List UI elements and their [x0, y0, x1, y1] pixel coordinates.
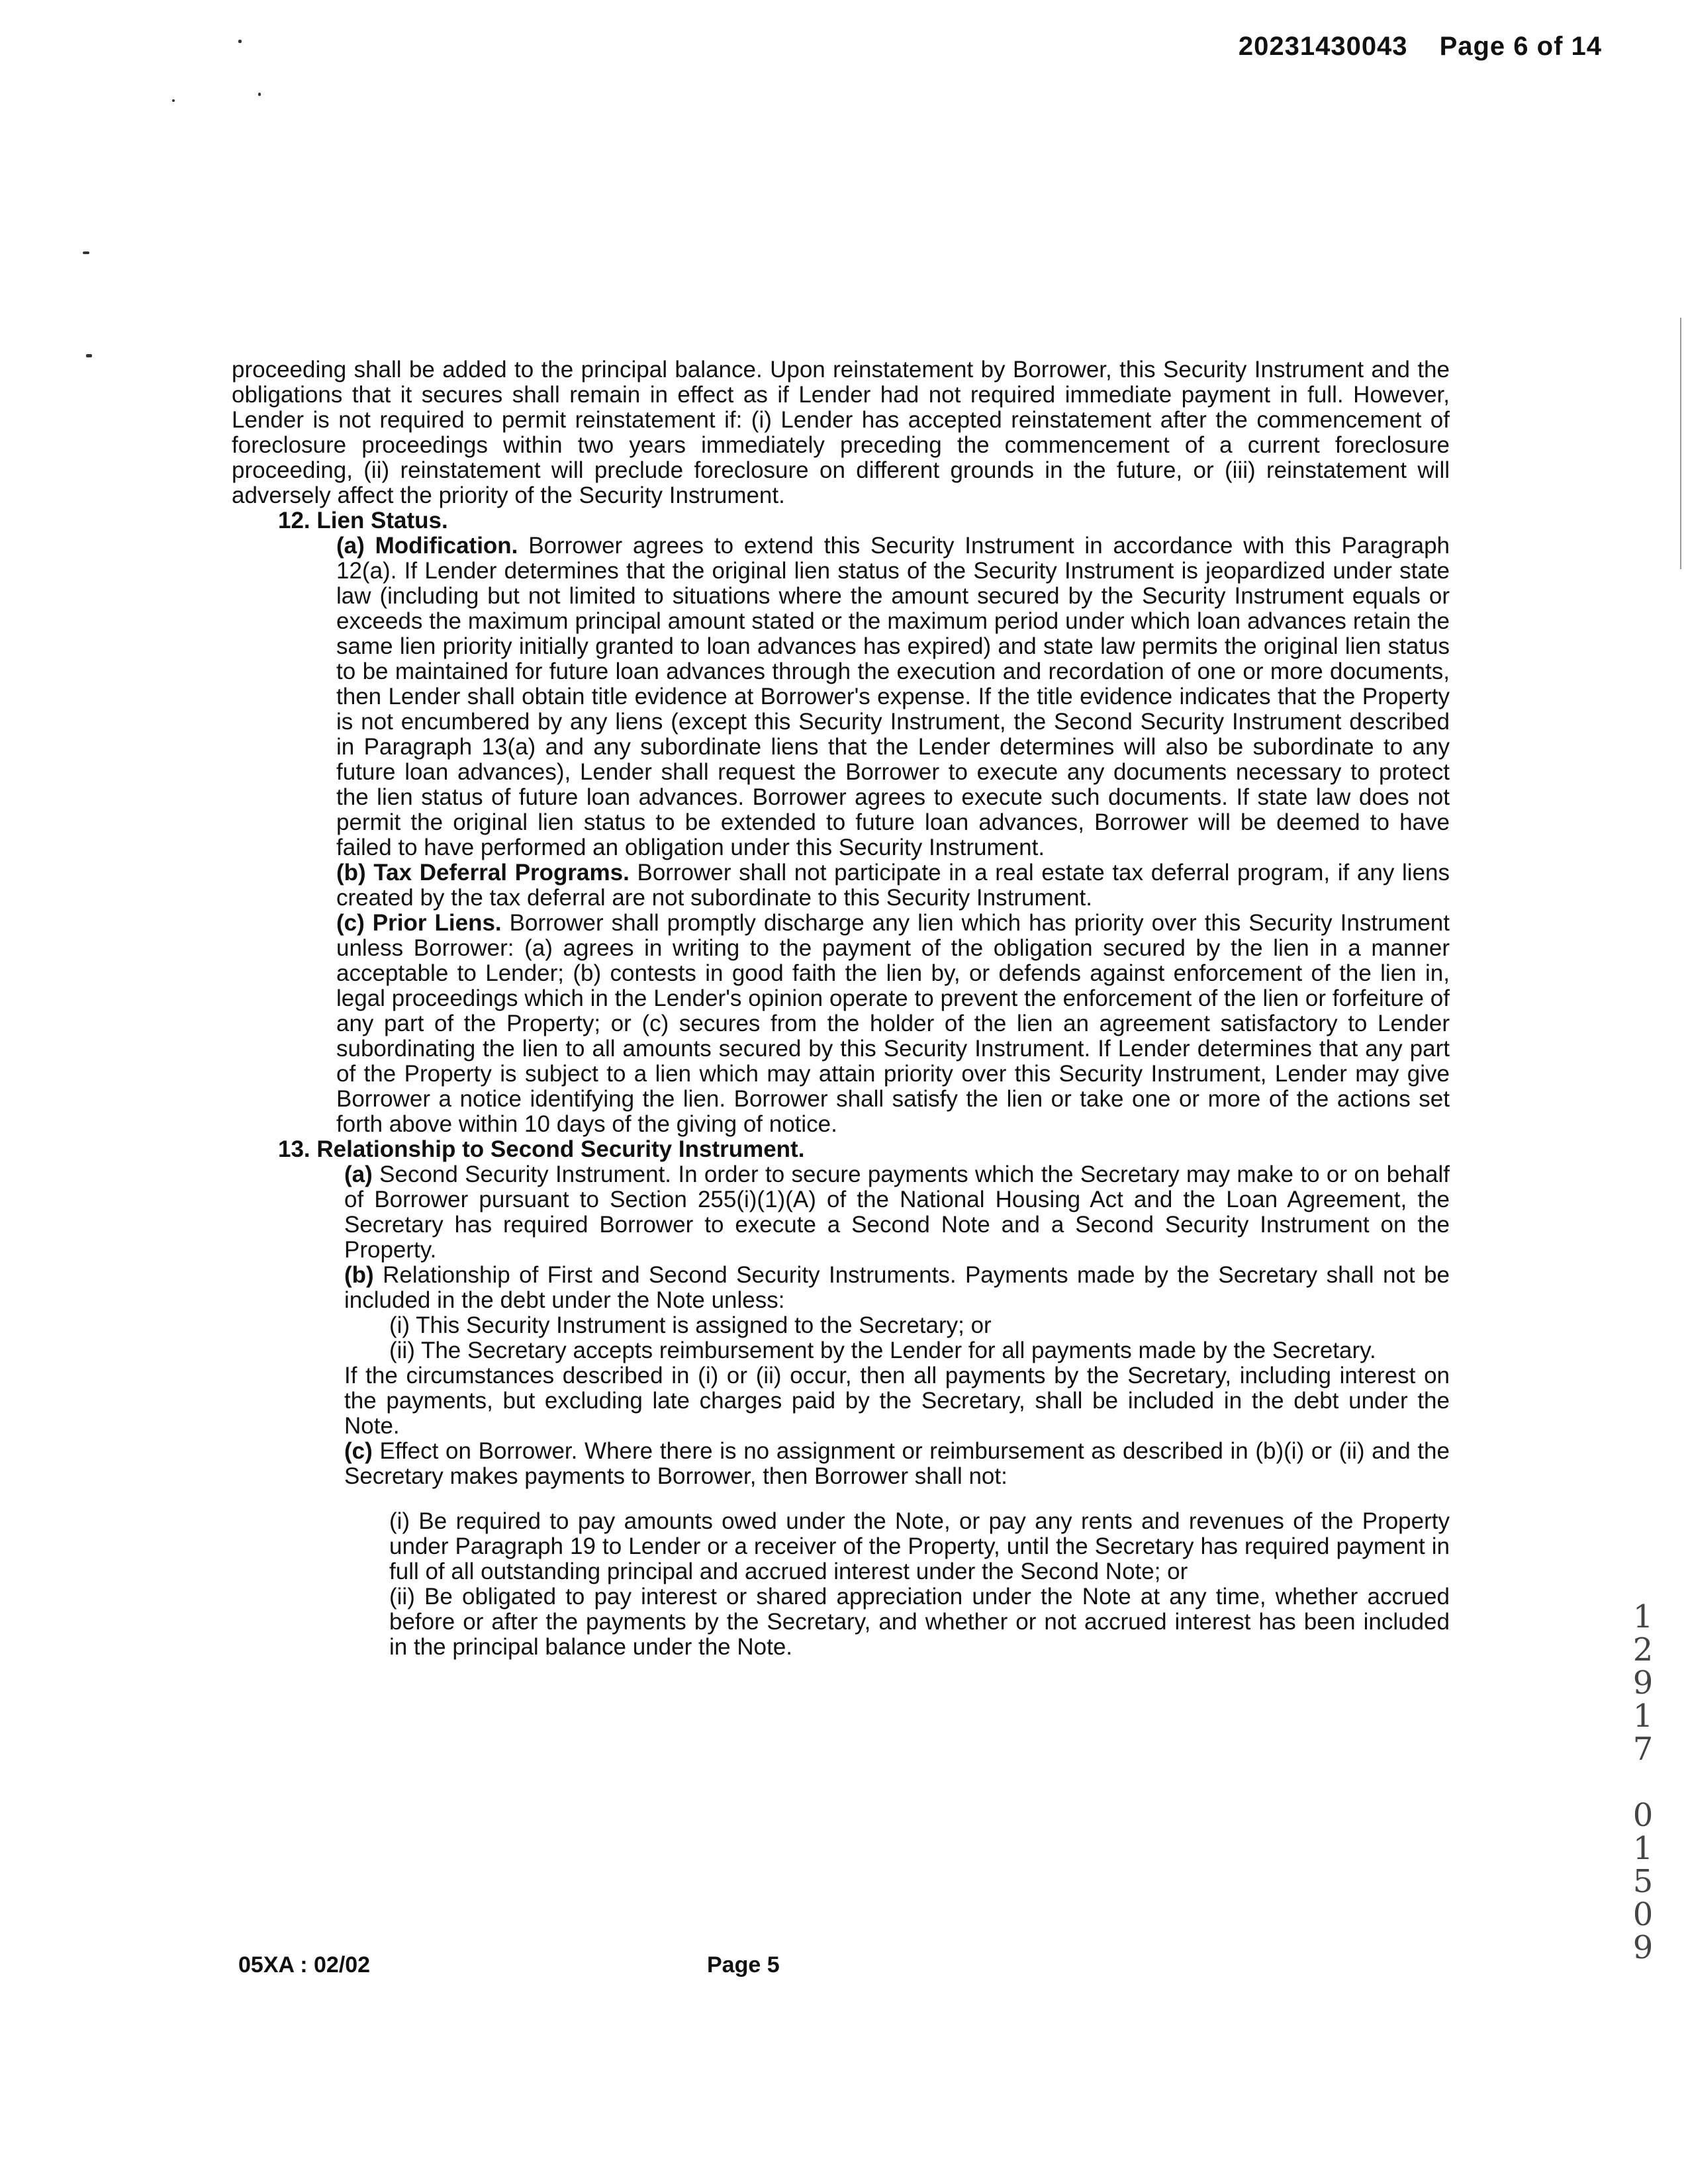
section-13c [344, 1439, 1450, 1489]
page-header [1207, 32, 1602, 62]
section-13b-text: Relationship of First and Second Security Instruments. Payments made by the Secretary shall not be included in the debt under the Note unless: [344, 1262, 1450, 1313]
section-12b-title: (b) Tax Deferral Programs. [336, 860, 630, 886]
section-12c-text: Borrower shall promptly discharge any lien which has priority over this Security Instrument unless Borrower: (a) agrees in writing to the payment of the obligation secured by the lien in a manner acceptable to Lender; (b) contests in good faith the lien by, or defends against enforcement of the lien in, legal proceedings which in the Lender's opinion operate to prevent the enforcement of the lien or forfeiture of any part of the Property; or (c) secures from the holder of the lien an agreement satisfactory to Lender subordinating the lien to all amounts secured by this Security Instrument. If Lender determines that any part of the Property is subject to a lien which may attain priority over this Security Instrument, Lender may give Borrower a notice identifying the lien. Borrower shall satisfy the lien or take one or more of the actions set forth above within 10 days of the giving of notice. [336, 910, 1450, 1137]
scan-edge-line [1680, 318, 1681, 569]
footer-page-number: Page 5 [707, 1952, 780, 1978]
scan-speck [83, 251, 89, 254]
scan-speck [86, 354, 92, 357]
section-13-heading: 13. Relationship to Second Security Instrument. [278, 1136, 805, 1162]
side-digit: 7 [1632, 1731, 1654, 1768]
section-12a-title: (a) Modification. [336, 533, 518, 559]
section-13a-title: (a) [344, 1161, 373, 1187]
side-digit: 1 [1632, 1830, 1654, 1867]
section-13c-subitems [389, 1509, 1450, 1660]
section-13a [344, 1162, 1450, 1263]
section-12c-title: (c) Prior Liens. [336, 910, 502, 936]
scan-speck [238, 40, 242, 43]
side-digit: 0 [1632, 1896, 1654, 1933]
spacer [232, 1489, 1450, 1509]
section-13b-i: (i) This Security Instrument is assigned to the Secretary; or [389, 1312, 992, 1338]
section-12c [336, 911, 1450, 1137]
section-12-items [336, 533, 1450, 1137]
section-12a [336, 533, 1450, 860]
section-13b-subitems [389, 1313, 1450, 1363]
side-digit-gap [1630, 1766, 1656, 1799]
intro-paragraph: proceeding shall be added to the principal balance. Upon reinstatement by Borrower, this Security Instrument and the obligations that it secures shall remain in effect as if Lender had not required immediate payment in full. However, Lender is not required to permit reinstatement if: (i) Lender has accepted reinstatement after the commencement of foreclosure proceedings within two years immediately preceding the commencement of a current foreclosure proceeding, (ii) reinstatement will preclude foreclosure on different grounds in the future, or (iii) reinstatement will adversely affect the priority of the Security Instrument. [232, 357, 1450, 508]
section-13c-text: Effect on Borrower. Where there is no assignment or reimbursement as described in (b)(i) or (ii) and the Secretary makes payments to Borrower, then Borrower shall not: [344, 1438, 1450, 1489]
section-12-heading: 12. Lien Status. [278, 508, 448, 533]
section-13c-title: (c) [344, 1438, 373, 1464]
scan-speck [258, 93, 261, 96]
document-number: 20231430043 [1238, 32, 1408, 61]
side-digit: 9 [1632, 1929, 1654, 1966]
section-13c-i: (i) Be required to pay amounts owed under the Note, or pay any rents and revenues of the Property under Paragraph 19 to Lender or a receiver of the Property, until the Secretary has required payment in full of all outstanding principal and accrued interest under the Second Note; or [389, 1508, 1450, 1584]
section-13a-text: Second Security Instrument. In order to secure payments which the Secretary may make to or on behalf of Borrower pursuant to Section 255(i)(1)(A) of the National Housing Act and the Loan Agreement, the Secretary has required Borrower to execute a Second Note and a Second Security Instrument on the Property. [344, 1161, 1450, 1263]
section-13c-ii: (ii) Be obligated to pay interest or shared appreciation under the Note at any time, whether accrued before or after the payments by the Secretary, and whether or not accrued interest has been included in the principal balance under the Note. [389, 1584, 1450, 1660]
side-digit: 1 [1632, 1698, 1654, 1735]
side-digit: 9 [1632, 1664, 1654, 1702]
section-12b [336, 860, 1450, 911]
side-digit: 0 [1632, 1797, 1654, 1834]
section-13 [278, 1137, 1450, 1162]
side-digit: 1 [1632, 1598, 1654, 1635]
side-digit: 5 [1632, 1863, 1654, 1900]
section-13b-title: (b) [344, 1262, 374, 1288]
scan-speck [172, 99, 175, 102]
page-indicator: Page 6 of 14 [1439, 32, 1602, 61]
section-12b-text: Borrower shall not participate in a real estate tax deferral program, if any liens created by the tax deferral are not subordinate to this Security Instrument. [336, 860, 1450, 911]
section-13b [344, 1263, 1450, 1313]
side-digit: 2 [1632, 1631, 1654, 1668]
side-stamp-number [1630, 1600, 1656, 1964]
section-13-items [344, 1162, 1450, 1313]
section-13b-ii: (ii) The Secretary accepts reimbursement by the Lender for all payments made by the Secretary. [389, 1338, 1376, 1363]
section-13b-after: If the circumstances described in (i) or (ii) occur, then all payments by the Secretary, including interest on the payments, but excluding late charges paid by the Secretary, shall be included in the debt under the Note. [344, 1363, 1450, 1439]
section-13-continued [344, 1363, 1450, 1489]
footer-form-code: 05XA : 02/02 [238, 1952, 371, 1978]
section-12 [278, 508, 1450, 533]
document-body [232, 357, 1450, 1660]
section-12a-text: Borrower agrees to extend this Security Instrument in accordance with this Paragraph 12(a). If Lender determines that the original lien status of the Security Instrument is jeopardized under state law (including but not limited to situations where the amount secured by the Security Instrument equals or exceeds the maximum principal amount stated or the maximum period under which loan advances retain the same lien priority initially granted to loan advances has expired) and state law permits the original lien status to be maintained for future loan advances through the execution and recordation of one or more documents, then Lender shall obtain title evidence at Borrower's expense. If the title evidence indicates that the Property is not encumbered by any liens (except this Security Instrument, the Second Security Instrument described in Paragraph 13(a) and any subordinate liens that the Lender determines will also be subordinate to any future loan advances), Lender shall request the Borrower to execute any documents necessary to protect the lien status of future loan advances. Borrower agrees to execute such documents. If state law does not permit the original lien status to be extended to future loan advances, Borrower will be deemed to have failed to have performed an obligation under this Security Instrument. [336, 533, 1450, 860]
